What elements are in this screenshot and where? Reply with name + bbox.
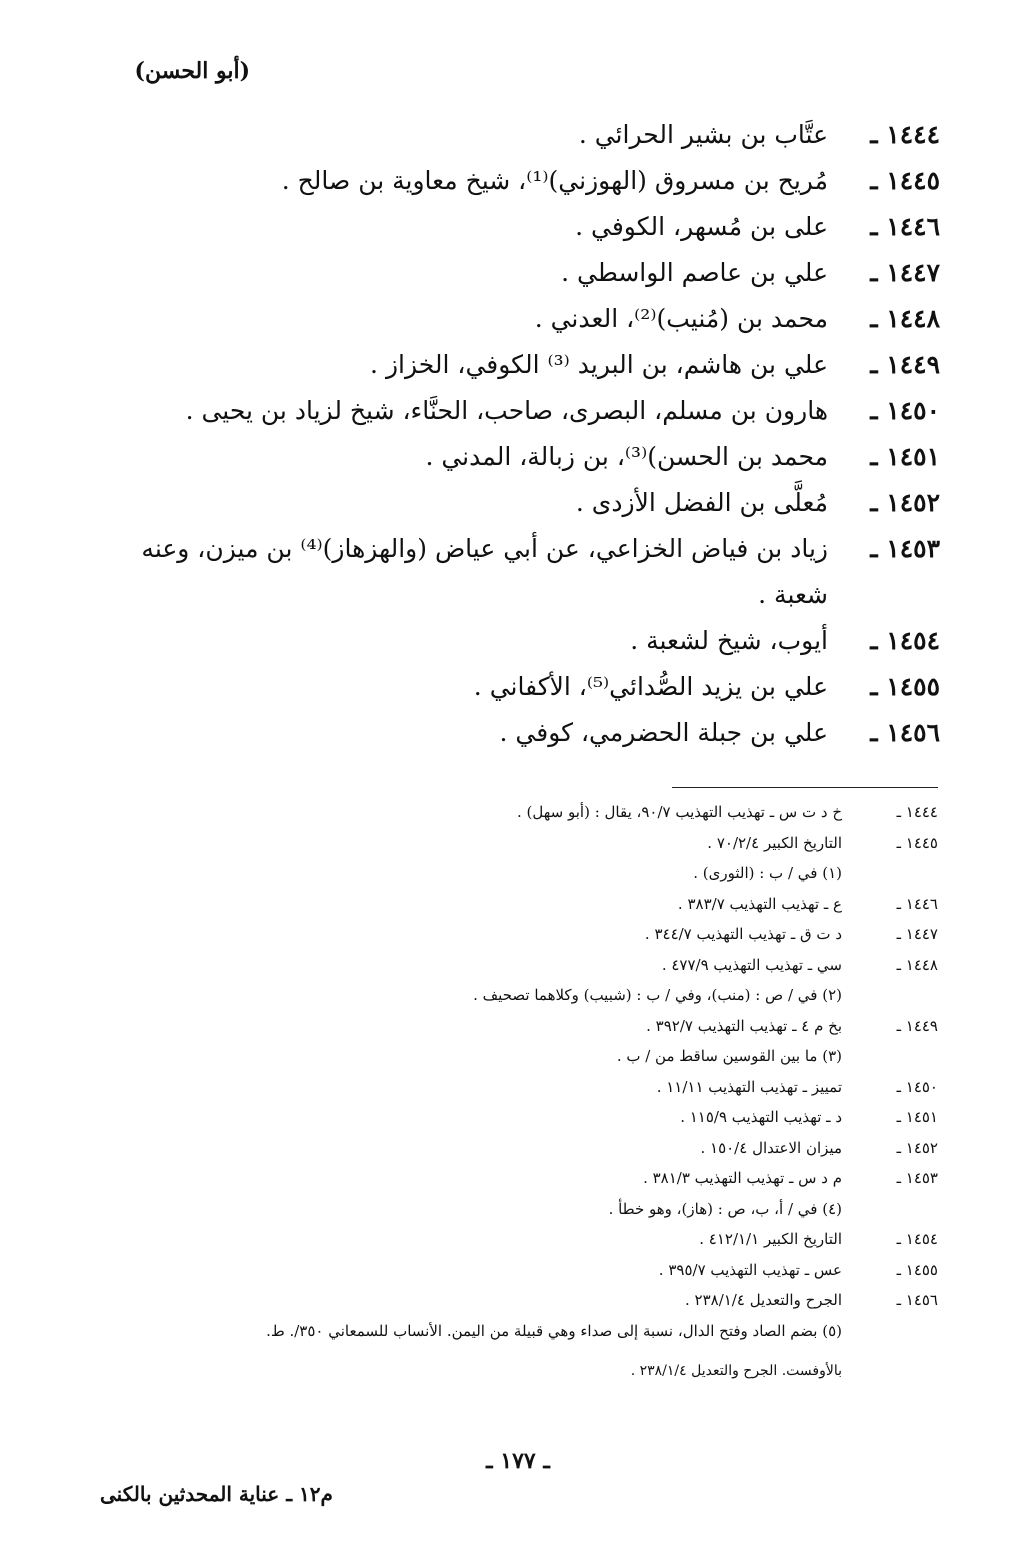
entry-number: ١٤٥٠ ـ — [870, 396, 940, 425]
entry-text: علي بن يزيد الصُّدائي⁽⁵⁾، الأكفاني . — [473, 672, 828, 701]
note-text: ع ـ تهذيب التهذيب ٣٨٣/٧ . — [677, 894, 842, 913]
note-row — [138, 1285, 938, 1316]
note-row — [138, 1224, 938, 1255]
note-row — [138, 858, 938, 889]
note-number: ١٤٥٦ ـ — [896, 1291, 938, 1309]
note-text: (٣) ما بين القوسين ساقط من / ب . — [616, 1047, 842, 1065]
note-text: بخ م ٤ ـ تهذيب التهذيب ٣٩٢/٧ . — [646, 1016, 842, 1035]
note-row — [138, 1133, 938, 1164]
entry-item — [140, 204, 940, 250]
entry-text: هارون بن مسلم، البصرى، صاحب، الحنَّاء، شيخ لزياد بن يحيى . — [185, 396, 828, 425]
entry-number: ١٤٥٤ ـ — [870, 626, 940, 655]
entry-item — [140, 480, 940, 526]
note-text: عس ـ تهذيب التهذيب ٣٩٥/٧ . — [658, 1260, 842, 1279]
note-number: ١٤٤٨ ـ — [896, 955, 938, 974]
entry-number: ١٤٤٦ ـ — [870, 212, 940, 241]
note-number: ١٤٤٧ ـ — [896, 925, 938, 943]
note-text: د ـ تهذيب التهذيب ١١٥/٩ . — [680, 1108, 842, 1126]
note-text: تمييز ـ تهذيب التهذيب ١١/١١ . — [656, 1077, 842, 1096]
entry-number: ١٤٥١ ـ — [870, 442, 940, 471]
note-row — [138, 980, 938, 1011]
entry-item — [140, 434, 940, 480]
note-row — [138, 1041, 938, 1072]
entries-list — [140, 112, 940, 756]
entry-text: أيوب، شيخ لشعبة . — [630, 626, 828, 655]
entry-number: ١٤٥٥ ـ — [870, 672, 940, 701]
entry-item — [140, 526, 940, 618]
note-text: م د س ـ تهذيب التهذيب ٣٨١/٣ . — [643, 1169, 842, 1187]
note-text: (٤) في / أ، ب، ص : (هاز)، وهو خطأ . — [608, 1199, 842, 1218]
entry-text: محمد بن الحسن)⁽³⁾، بن زبالة، المدني . — [425, 442, 828, 471]
footnote-divider — [672, 787, 938, 788]
note-row — [138, 828, 938, 859]
entry-item — [140, 710, 940, 756]
entry-text: زياد بن فياض الخزاعي، عن أبي عياض (والهزهاز)⁽⁴⁾ بن ميزن، وعنه شعبة . — [141, 534, 828, 609]
note-row — [138, 1102, 938, 1133]
entry-number: ١٤٤٤ ـ — [870, 120, 940, 149]
note-row — [138, 1255, 938, 1286]
note-number: ١٤٥٤ ـ — [896, 1230, 938, 1248]
entry-number: ١٤٤٩ ـ — [870, 350, 940, 379]
note-text: (٢) في / ص : (منب)، وفي / ب : (شبيب) وكلاهما تصحيف . — [473, 986, 842, 1004]
entry-item — [140, 112, 940, 158]
note-number: ١٤٥١ ـ — [896, 1108, 938, 1126]
entry-text: علي بن عاصم الواسطي . — [561, 258, 828, 287]
entry-number: ١٤٤٥ ـ — [870, 166, 940, 195]
note-continuation: بالأوفست. الجرح والتعديل ٢٣٨/١/٤ . — [630, 1363, 842, 1379]
note-row — [138, 1011, 938, 1042]
entry-item — [140, 158, 940, 204]
entry-number: ١٤٥٢ ـ — [870, 488, 940, 517]
note-text: خ د ت س ـ تهذيب التهذيب ٩٠/٧، يقال : (أبو سهل) . — [517, 803, 842, 821]
note-text: التاريخ الكبير ٤١٢/١/١ . — [699, 1230, 842, 1248]
note-row — [138, 1163, 938, 1194]
note-number: ١٤٥٢ ـ — [896, 1138, 938, 1157]
entry-item — [140, 618, 940, 664]
page-number: ـ ١٧٧ ـ — [486, 1448, 550, 1474]
note-number: ١٤٤٦ ـ — [896, 894, 938, 913]
entry-text: محمد بن (مُنيب)⁽²⁾، العدني . — [534, 304, 828, 333]
note-text: الجرح والتعديل ٢٣٨/١/٤ . — [684, 1291, 842, 1309]
note-number: ١٤٤٥ ـ — [896, 833, 938, 852]
note-text: سي ـ تهذيب التهذيب ٤٧٧/٩ . — [661, 955, 842, 974]
note-row — [138, 950, 938, 981]
note-row — [138, 1072, 938, 1103]
entry-text: مُريح بن مسروق (الهوزني)⁽¹⁾، شيخ معاوية بن صالح . — [281, 166, 828, 195]
running-header: (أبو الحسن) — [134, 58, 250, 84]
note-row — [138, 797, 938, 828]
entry-text: علي بن جبلة الحضرمي، كوفي . — [499, 718, 828, 747]
note-row — [138, 1194, 938, 1225]
entry-text: علي بن هاشم، بن البريد ⁽³⁾ الكوفي، الخزاز . — [370, 350, 828, 379]
note-row — [138, 1316, 938, 1347]
entry-item — [140, 250, 940, 296]
note-number: ١٤٤٤ ـ — [896, 803, 938, 821]
running-footer: م١٢ ـ عناية المحدثين بالكنى — [100, 1482, 333, 1506]
note-number: ١٤٥٠ ـ — [896, 1077, 938, 1096]
note-number: ١٤٤٩ ـ — [896, 1016, 938, 1035]
footnotes-list — [138, 797, 938, 1387]
entry-text: على بن مُسهر، الكوفي . — [575, 212, 828, 241]
note-text: د ت ق ـ تهذيب التهذيب ٣٤٤/٧ . — [644, 925, 842, 943]
entry-item — [140, 296, 940, 342]
note-number: ١٤٥٣ ـ — [896, 1169, 938, 1187]
note-row — [138, 889, 938, 920]
entry-item — [140, 342, 940, 388]
entry-number: ١٤٥٣ ـ — [870, 534, 940, 563]
note-text: (١) في / ب : (الثورى) . — [693, 864, 842, 882]
note-text: ميزان الاعتدال ١٥٠/٤ . — [700, 1138, 842, 1157]
entry-text: عتَّاب بن بشير الحرائي . — [578, 120, 828, 149]
entry-number: ١٤٥٦ ـ — [870, 718, 940, 747]
entry-text: مُعلَّى بن الفضل الأزدى . — [575, 488, 828, 517]
note-text: (٥) بضم الصاد وفتح الدال، نسبة إلى صداء وهي قبيلة من اليمن. الأنساب للسمعاني ٣٥٠/. ط. — [266, 1321, 842, 1340]
entry-number: ١٤٤٨ ـ — [870, 304, 940, 333]
note-text: التاريخ الكبير ٧٠/٢/٤ . — [707, 833, 842, 852]
entry-item — [140, 388, 940, 434]
entry-number: ١٤٤٧ ـ — [870, 258, 940, 287]
entry-item — [140, 664, 940, 710]
note-row — [138, 919, 938, 950]
note-number: ١٤٥٥ ـ — [896, 1260, 938, 1279]
